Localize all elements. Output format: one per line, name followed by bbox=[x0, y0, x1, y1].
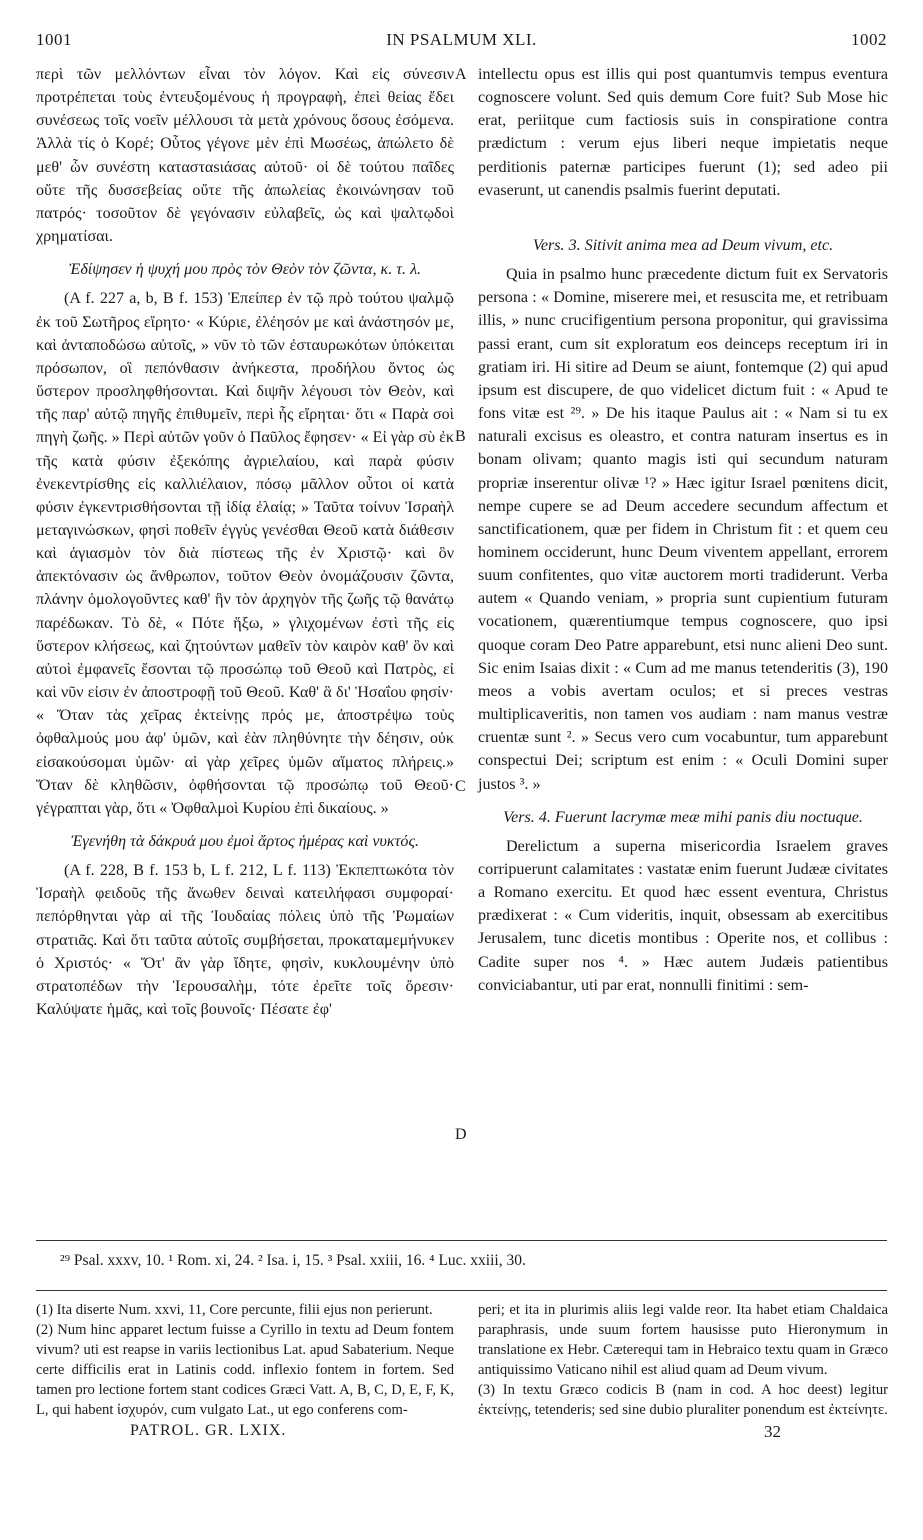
margin-letter: B bbox=[455, 428, 466, 445]
scripture-references: ²⁹ Psal. xxxv, 10. ¹ Rom. xi, 24. ² Isa. i, 15. ³ Psal. xxiii, 16. ⁴ Luc. xxiii, 30. bbox=[60, 1252, 526, 1269]
latin-paragraph: Quia in psalmo hunc præcedente dictum fuit ex Servatoris persona : « Domine, miserere mei, et resuscita me, et retribuam illis, » nunc crucifigentium persona proponitur, qui gravissima passi erant, cum sit exploratum eos deinceps receptum iri in gratiam iri. Hi sitire ad Deum se aiunt, fontemque (2) qui apud ipsum est discupere, de quo videlicet dictum fuit : « Apud te fons vitæ est ²⁹. » De his itaque Paulus ait : « Nam si tu ex naturali excisus es oleastro, et contra naturam insertus es in bonam olivam; quanto magis isti qui secundum naturam propriæ inserentur olivæ ¹? » Hæc igitur Israel pœnitens dicit, nempe cupere se ad Deum accedere secundum affectum et sanctificationem, quæ per fidem in Christum fit : et quem ceu hominem occiderunt, hunc Deum viventem appellant, errorem suum confitentes, quo vitæ auctorem morti tradiderunt. Verba autem « Quando veniam, » propria sunt cupientium futuram vocationem, quærentiumque tempus cognoscere, quo ipsi quoque coram Deo Patre apparebunt, etsi nunc alieni Deo sunt. Sic enim Isaias dixit : « Cum ad me manus tetenderitis (3), 190 meos a vobis avertam oculos; et si preces vestras multiplicaveritis, non tamen vos audiam : nam manus vestræ cruentæ sunt ². » Secus vero cum vocabuntur, tum apparebunt conspectui Dei; scriptum est enim : « Oculi Domini super justos ³. » bbox=[478, 266, 888, 793]
margin-letter: A bbox=[455, 66, 467, 83]
latin-column bbox=[478, 63, 888, 997]
greek-verse-heading: Ἐγενήθη τὰ δάκρυά μου ἐμοὶ ἄρτος ἡμέρας καὶ νυκτός. bbox=[70, 833, 420, 850]
greek-paragraph: (A f. 228, B f. 153 b, L f. 212, L f. 113) Ἐκπεπτωκότα τὸν Ἰσραὴλ φειδοῦς τῆς ἄνωθεν δειναὶ κατειλήφασι συμφοραί· πεπόρθηνται γὰρ αἱ τῆς Ἰουδαίας πόλεις ὑπὸ τῆς Ῥωμαίων στρατιᾶς. Καὶ ὅτι ταῦτα αὐτοῖς συμβήσεται, προκαταμεμήνυκεν ὁ Χριστός· « Ὅτ' ἂν γὰρ ἴδητε, φησὶν, κυκλουμένην ὑπὸ στρατοπέδων τὴν Ἱερουσαλὴμ, τότε ἐρεῖτε τοῖς ὄρεσιν· Καλύψατε ἡμᾶς, καὶ τοῖς βουνοῖς· Πέσατε ἐφ' bbox=[36, 862, 454, 1019]
left-page-number: 1001 bbox=[36, 30, 72, 49]
footnotes-right bbox=[478, 1300, 888, 1420]
greek-verse-heading: Ἐδίψησεν ἡ ψυχή μου πρὸς τὸν Θεὸν τὸν ζῶντα, κ. τ. λ. bbox=[68, 261, 422, 279]
footnote: (3) In textu Græco codicis B (nam in cod. A hoc deest) legitur ἐκτείνῃς, tetenderis; sed sine dubio pluraliter ponendum est ἐκτείνητε. bbox=[478, 1382, 888, 1418]
latin-verse-heading: Vers. 4. Fuerunt lacrymæ meæ mihi panis diu noctuque. bbox=[503, 808, 863, 826]
margin-letter: D bbox=[455, 1126, 467, 1143]
footnotes-left bbox=[36, 1300, 454, 1420]
footnote: (1) Ita diserte Num. xxvi, 11, Core percunte, filii ejus non perierunt. bbox=[36, 1302, 433, 1318]
right-page-number: 1002 bbox=[851, 30, 887, 49]
greek-paragraph: (A f. 227 a, b, B f. 153) Ἐπείπερ ἐν τῷ πρὸ τούτου ψαλμῷ ἐκ τοῦ Σωτῆρος εἴρητο· « Κύριε, ἐλέησόν με καὶ ἀνάστησόν με, καὶ ἀνταποδώσω αὐτοῖς, » νῦν τὸ τῶν ἐσταυρωκότων ὑπόκειται πρόσωπον, οἳ πεπόνθασιν ἀνήκεστα, προδήλου ὄντος ὡς ὕστερον προσληφθήσονται. Καὶ διψῆν λέγουσι τὸν Θεὸν, καὶ τῆς παρ' αὐτῷ πηγῆς ἐπιθυμεῖν, περὶ ἧς εἴρηται· ὅτι « Παρὰ σοὶ πηγὴ ζωῆς. » Περὶ αὐτῶν γοῦν ὁ Παῦλος ἔφησεν· « Εἰ γὰρ σὺ ἐκ τῆς κατὰ φύσιν ἐξεκόπης ἀγριελαίου, καὶ παρὰ φύσιν ἐνεκεντρίσθης εἰς καλλιέλαιον, πόσῳ μᾶλλον οὗτοι οἱ κατὰ φύσιν ἐγκεντρισθήσονται τῇ ἰδίᾳ ἐλαίᾳ; » Ταῦτα τοίνυν Ἰσραὴλ μεταγινώσκων, φησὶ ποθεῖν ἐγγὺς γενέσθαι Θεοῦ κατὰ διάθεσιν καὶ ἁγιασμὸν τὸν διὰ πίστεως τῆς ἐν Χριστῷ· καὶ ὃν ἀπεκτόνασιν ὡς ἄνθρωπον, τοῦτον Θεὸν ὀνομάζουσιν ζῶντα, πλάνην ὁμολογοῦντες καθ' ἣν τὸν ἀρχηγὸν τῆς ζωῆς τῷ θανάτῳ παρέδωκαν. Τὸ δὲ, « Πότε ἥξω, » γλιχομένων ἐστὶ τῆς εἰς ὕστερον κλήσεως, καὶ ζητούντων μαθεῖν τὸν καιρὸν καθ' ὃν καὶ αὐτοὶ ἐμφανεῖς ἔσονται τῷ προσώπῳ τοῦ Θεοῦ καὶ Πατρὸς, εἰ καὶ νῦν εἰσιν ἐν ἀποστροφῇ τοῦ Θεοῦ. Καθ' ἃ δι' Ἡσαΐου φησίν· « Ὅταν τὰς χεῖρας ἐκτείνῃς πρός με, ἀποστρέψω τοὺς ὀφθαλμούς μου ἀφ' ὑμῶν, καὶ ἐὰν πληθύνητε τὴν δέησιν, οὐκ εἰσακούσομαι ὑμῶν· αἱ γὰρ χεῖρες ὑμῶν αἵματος πλήρεις.» Ὅταν δὲ κληθῶσιν, ὀφθήσονται τῷ προσώπῳ τοῦ Θεοῦ· γέγραπται γὰρ, ὅτι « Ὀφθαλμοὶ Κυρίου ἐπὶ δικαίους. » bbox=[36, 290, 454, 817]
latin-paragraph: Derelictum a superna misericordia Israelem graves corripuerunt calamitates : vastatæ enim fuerunt Judææ civitates a Romano exercitu. Et quod hæc essent eventura, Christus prædixerat : « Cum videritis, inquit, obsessam ab exercitibus Jerusalem, tunc dicetis montibus : Operite nos, et collibus : Cadite super nos ⁴. » Hæc autem Judæis patientibus conviciabantur, uti par erat, nonnulli finitimi : sem- bbox=[478, 837, 888, 994]
greek-paragraph: περὶ τῶν μελλόντων εἶναι τὸν λόγον. Καὶ εἰς σύνεσιν προτρέπεται τοὺς ἐντευξομένους ἡ προγραφὴ, ἐπεὶ θείας ἔδει συνέσεως τοῖς νοεῖν μέλλουσι τὰ μετὰ χρόνους ὅσους ἐσόμενα. Ἀλλὰ τίς ὁ Κορέ; Οὗτος γέγονε μὲν ἐπὶ Μωσέως, ἀπώλετο δὲ μεθ' ὧν συνέστη κατασταsιάσας αὐτοῦ· οἱ δὲ τούτου παῖδες οὔτε τῆς δυσσεβείας οὔτε τῆς ἀπωλείας ἐκοινώνησαν τοῦ πατρός· τοσοῦτον δὲ γεγόνασιν εὐλαβεῖς, ὡς καὶ ψαλτῳδοὶ χρηματίσαι. bbox=[36, 66, 454, 246]
divider bbox=[36, 1240, 887, 1241]
footnote: peri; et ita in plurimis aliis legi valde reor. Ita habet etiam Chaldaica paraphrasis, unde suum fortem hausisse puto Hieronymum in translatione ex Hebr. Cæterequi tam in Hebraico textu quam in Græco antiquissimo Vaticano nihil est aliud quam ad Deum vivum. bbox=[478, 1302, 888, 1378]
footnote: (2) Num hinc apparet lectum fuisse a Cyrillo in textu ad Deum fontem vivum? uti est reapse in variis lectionibus Lat. apud Sabaterium. Neque certe difficilis erat in Latinis codd. inflexio fontem in fortem. Sed tamen pro lectione fortem stant codices Græci Vatt. A, B, C, D, E, F, K, L, qui habent ἰσχυρόν, cum vulgato Lat., ut ego conferens com- bbox=[36, 1322, 454, 1418]
running-header bbox=[36, 30, 887, 56]
margin-letter: C bbox=[455, 778, 466, 795]
sheet-number: 32 bbox=[764, 1422, 781, 1441]
signature-mark: PATROL. GR. LXIX. bbox=[130, 1422, 287, 1439]
latin-verse-heading: Vers. 3. Sitivit anima mea ad Deum vivum, etc. bbox=[532, 236, 834, 254]
divider bbox=[36, 1290, 887, 1291]
latin-paragraph: intellectu opus est illis qui post quantumvis tempus eventura cognoscere volunt. Sed quis demum Core fuit? Sub Mose hic erat, periitque cum factiosis suis in conspiratione contra prædictum : verum ejus liberi neque impietatis neque perditionis paternæ participes fuerunt (1); sed adeo pii evaserunt, ut canendis psalmis fuerint deputati. bbox=[478, 66, 888, 199]
running-title: IN PSALMUM XLI. bbox=[386, 30, 537, 49]
greek-column bbox=[36, 63, 454, 1021]
